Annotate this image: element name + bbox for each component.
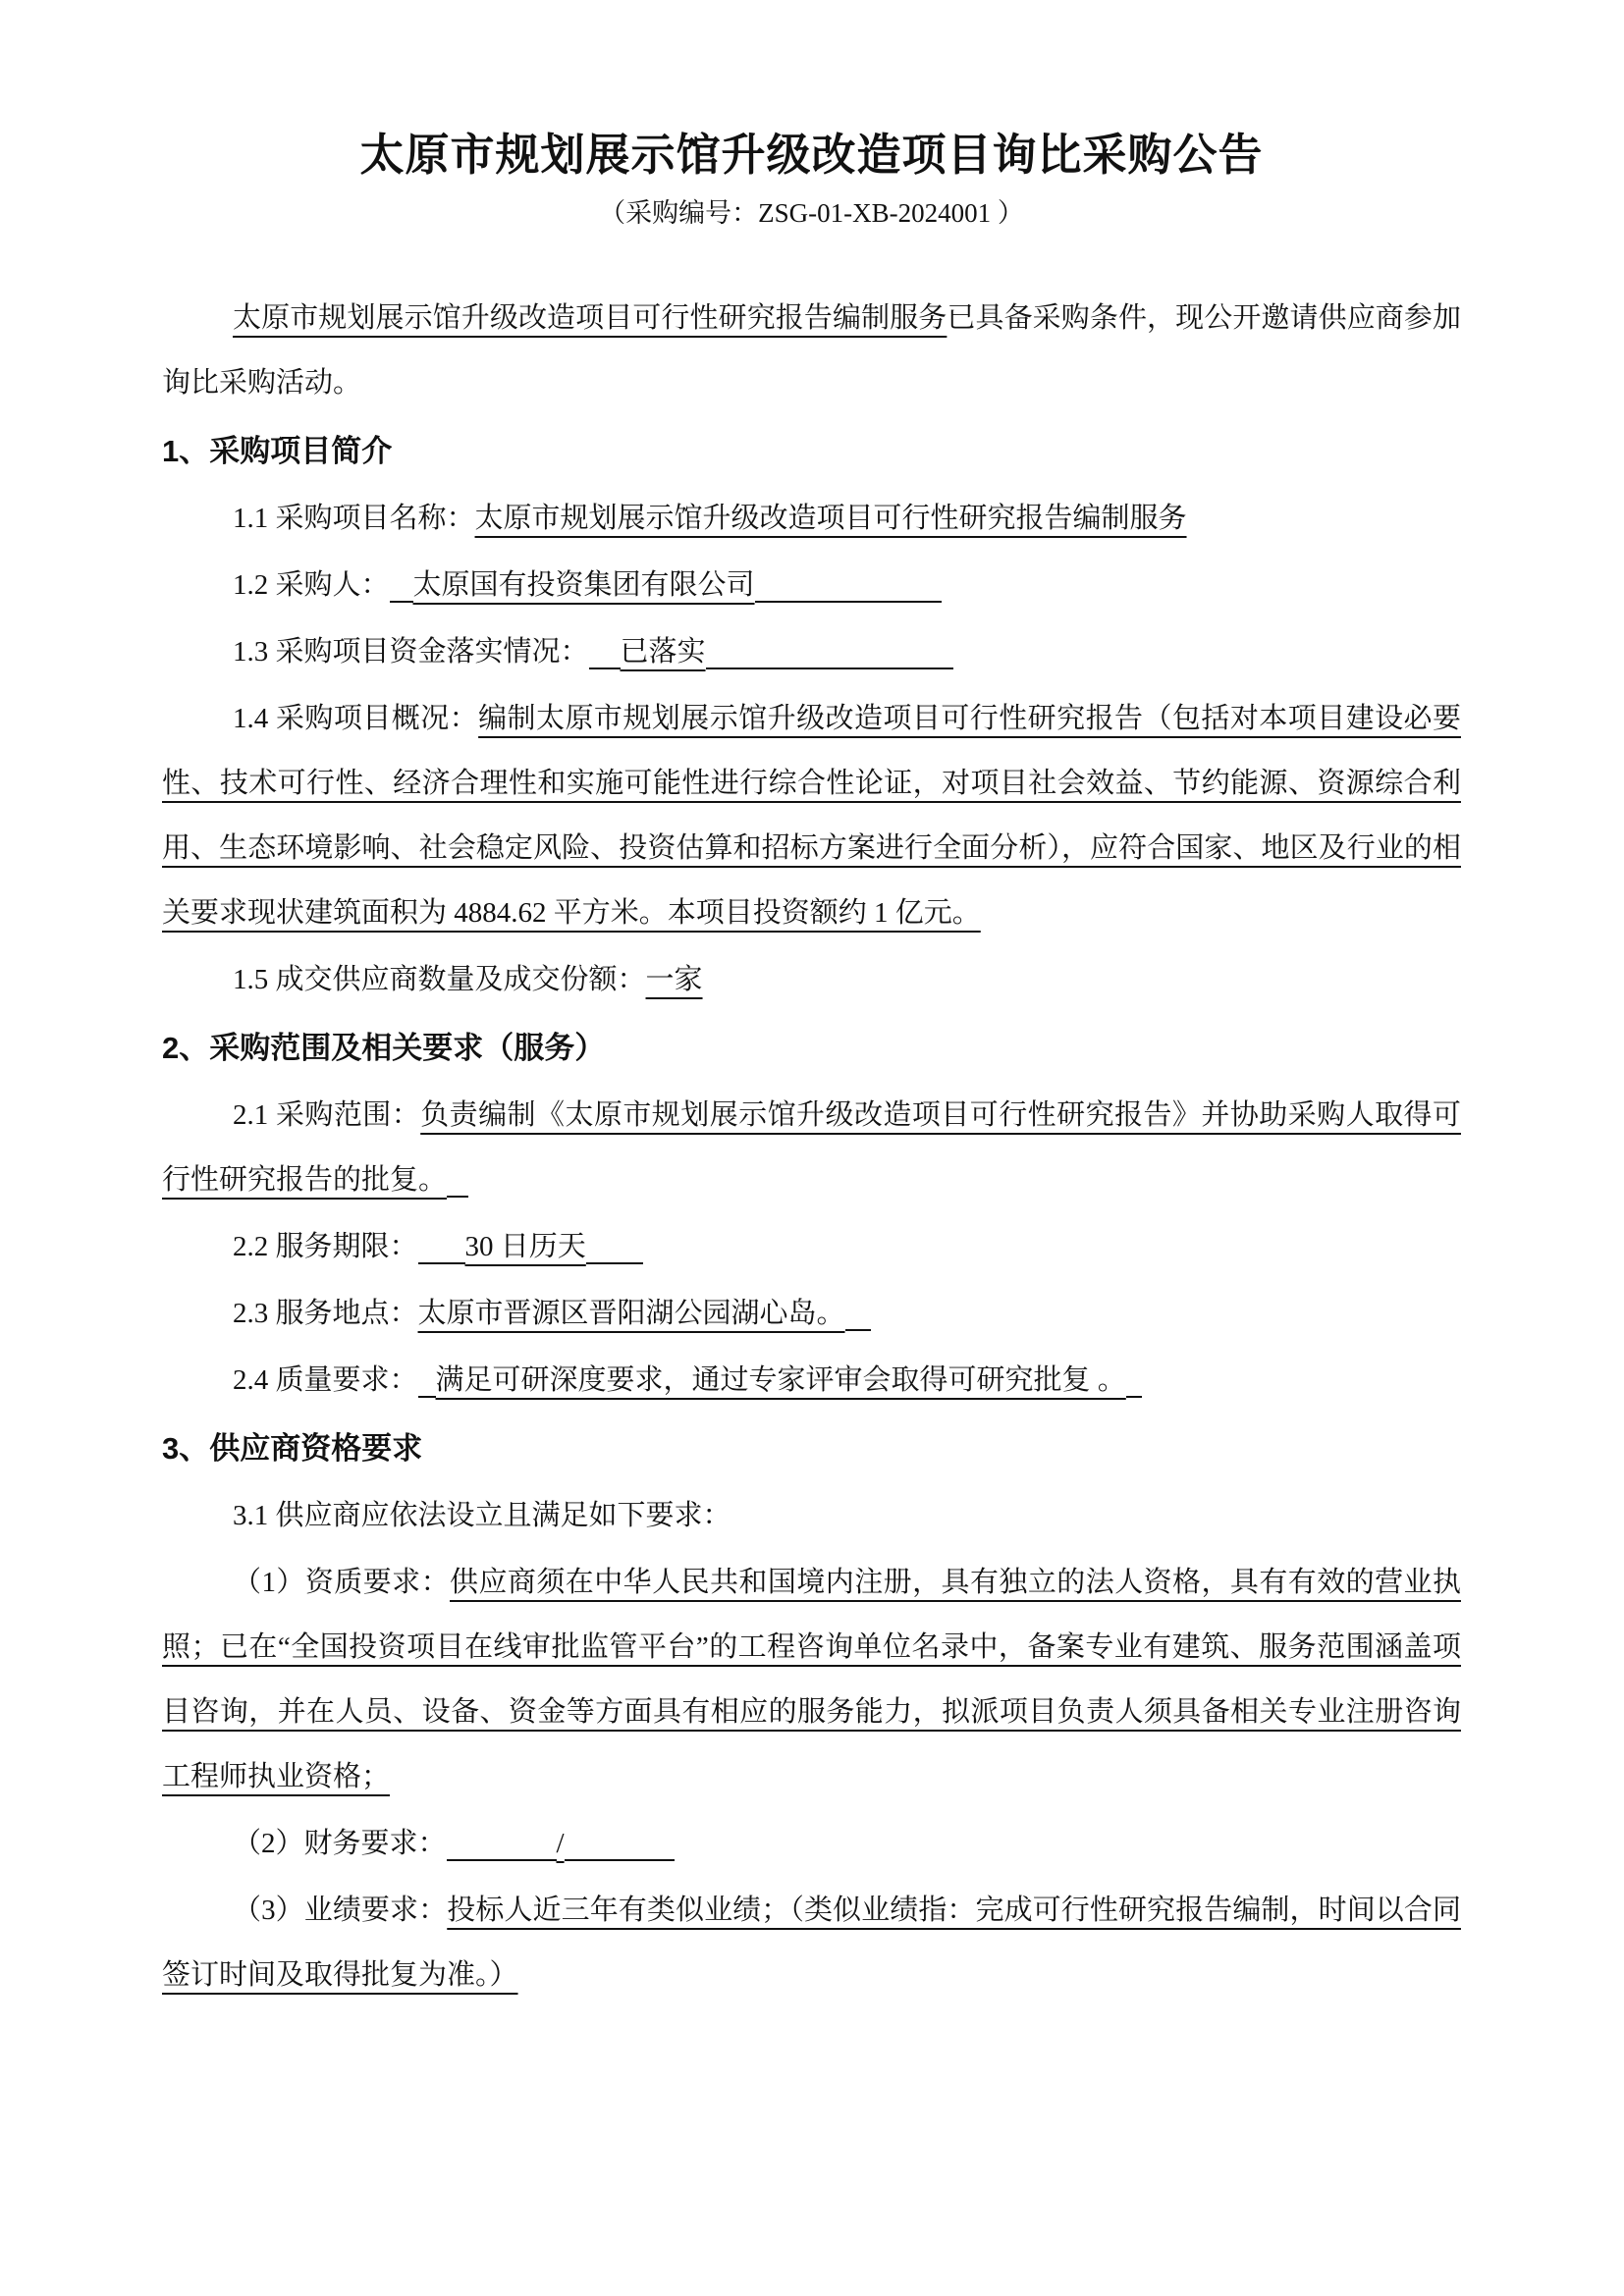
blank-underline bbox=[1126, 1396, 1142, 1398]
blank-underline bbox=[418, 1262, 465, 1264]
blank-underline bbox=[755, 601, 942, 603]
text-segment: （3）业绩要求： bbox=[233, 1895, 448, 1927]
text-segment: 满足可研深度要求，通过专家评审会取得可研究批复 。 bbox=[435, 1364, 1126, 1397]
text-segment: 2.3 服务地点： bbox=[233, 1298, 418, 1330]
text-segment: 太原市规划展示馆升级改造项目可行性研究报告编制服务 bbox=[474, 503, 1187, 535]
para-item-3-sub1 bbox=[162, 1550, 1461, 1809]
para-item-3-sub3 bbox=[162, 1878, 1461, 2007]
para-item-1-1 bbox=[162, 486, 1461, 551]
para-item-1-4 bbox=[162, 686, 1461, 945]
text-segment: 已落实 bbox=[620, 636, 706, 668]
text-segment: 1.3 采购项目资金落实情况： bbox=[233, 636, 589, 668]
para-item-2-2 bbox=[162, 1214, 1461, 1279]
blank-underline bbox=[447, 1196, 468, 1198]
para-item-1-5 bbox=[162, 947, 1461, 1012]
procurement-number: （采购编号：ZSG-01-XB-2024001 ） bbox=[599, 197, 1024, 228]
text-segment: 一家 bbox=[645, 964, 703, 996]
section-3-heading: 3、供应商资格要求 bbox=[162, 1431, 423, 1467]
para-item-2-1 bbox=[162, 1083, 1461, 1212]
text-segment: 2.4 质量要求： bbox=[233, 1364, 418, 1397]
text-segment: 编制太原市规划展示馆升级改造项目可行性研究报告（包括对本项目建设必要性、技术可行性、经济合理性和实施可能性进行综合性论证，对项目社会效益、节约能源、资源综合利用、生态环境影响、社会稳定风险、投资估算和招标方案进行全面分析），应符合国家、地区及行业的相关要求现状建筑面积为 4884.62 平方米。本项目投资额约 1 亿元。 bbox=[162, 703, 1461, 930]
para-item-1-2 bbox=[162, 553, 1461, 617]
text-segment: 3.1 供应商应依法设立且满足如下要求： bbox=[233, 1500, 731, 1532]
text-segment: 太原市晋源区晋阳湖公园湖心岛。 bbox=[417, 1298, 845, 1330]
section-2-heading: 2、采购范围及相关要求（服务） bbox=[162, 1031, 606, 1066]
blank-underline bbox=[447, 1859, 557, 1861]
blank-underline bbox=[390, 601, 413, 603]
blank-underline bbox=[845, 1329, 871, 1331]
para-item-3-sub2 bbox=[162, 1811, 1461, 1876]
text-segment: （1）资质要求： bbox=[233, 1567, 451, 1599]
text-segment: / bbox=[556, 1828, 565, 1860]
document-title: 太原市规划展示馆升级改造项目询比采购公告 bbox=[359, 130, 1264, 180]
text-segment: 太原国有投资集团有限公司 bbox=[412, 569, 755, 602]
text-segment: 太原市规划展示馆升级改造项目可行性研究报告编制服务 bbox=[233, 302, 947, 335]
text-segment: 已具备采购条件，现公开邀请供应商参加询比采购活动。 bbox=[162, 302, 1461, 400]
para-item-3-1 bbox=[162, 1483, 1461, 1548]
text-segment: 2.2 服务期限： bbox=[233, 1231, 418, 1263]
intro-paragraph bbox=[162, 286, 1461, 415]
text-segment: 供应商须在中华人民共和国境内注册，具有独立的法人资格，具有有效的营业执照；已在“全国投资项目在线审批监管平台”的工程咨询单位名录中，备案专业有建筑、服务范围涵盖项目咨询，并在人员、设备、资金等方面具有相应的服务能力，拟派项目负责人须具备相关专业注册咨询工程师执业资格； bbox=[162, 1567, 1461, 1793]
text-segment: 投标人近三年有类似业绩；（类似业绩指：完成可行性研究报告编制，时间以合同签订时间及取得批复为准。） bbox=[162, 1895, 1461, 1992]
text-segment: 1.1 采购项目名称： bbox=[233, 503, 475, 535]
text-segment: 30 日历天 bbox=[464, 1231, 586, 1263]
section-1-heading: 1、采购项目简介 bbox=[162, 434, 393, 469]
blank-underline bbox=[589, 667, 621, 669]
para-item-2-4 bbox=[162, 1348, 1461, 1413]
text-segment: 1.2 采购人： bbox=[233, 569, 390, 602]
text-segment: 1.5 成交供应商数量及成交份额： bbox=[233, 964, 646, 996]
text-segment: 1.4 采购项目概况： bbox=[233, 703, 479, 735]
blank-underline bbox=[706, 667, 953, 669]
text-segment: （2）财务要求： bbox=[233, 1828, 447, 1860]
blank-underline bbox=[586, 1262, 643, 1264]
blank-underline bbox=[418, 1396, 436, 1398]
text-segment: 2.1 采购范围： bbox=[233, 1099, 421, 1132]
para-item-2-3 bbox=[162, 1281, 1461, 1346]
text-segment: 负责编制《太原市规划展示馆升级改造项目可行性研究报告》并协助采购人取得可行性研究报告的批复。 bbox=[162, 1099, 1461, 1197]
para-item-1-3 bbox=[162, 619, 1461, 684]
blank-underline bbox=[565, 1859, 675, 1861]
